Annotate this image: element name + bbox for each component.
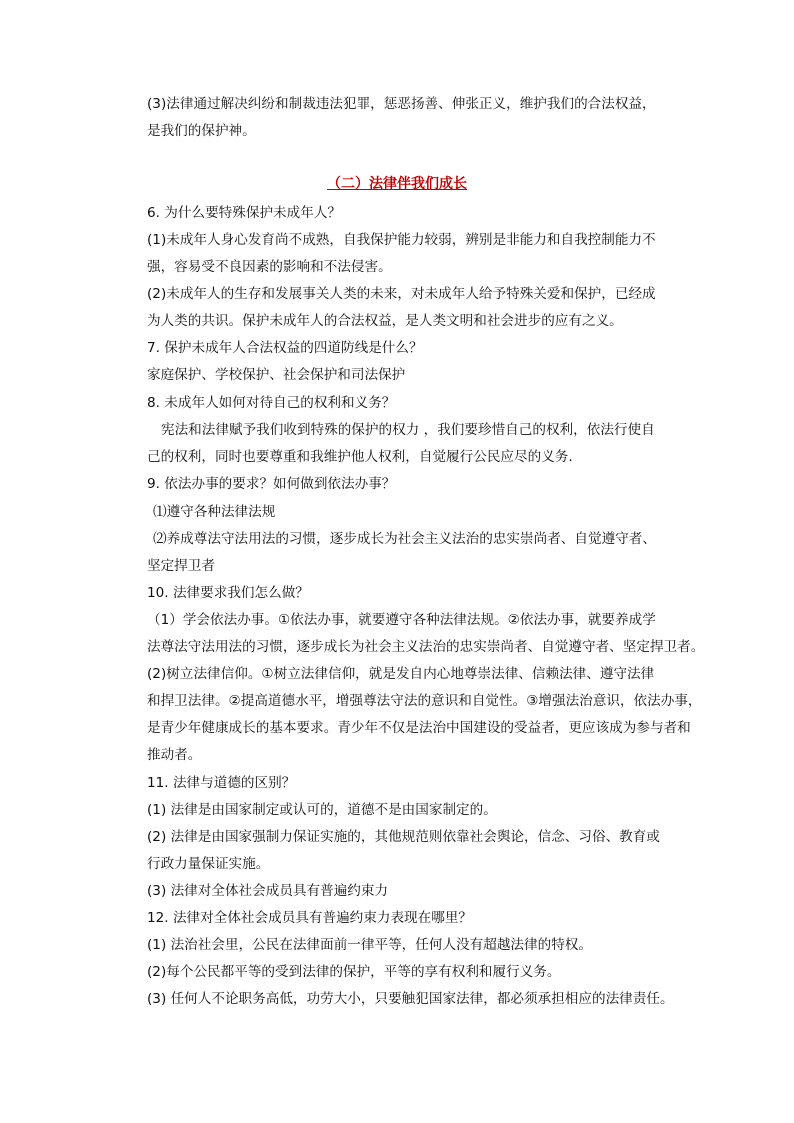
text-line: ⑴遵守各种法律法规 bbox=[153, 504, 276, 520]
text-line: (2)每个公民都平等的受到法律的保护，平等的享有权利和履行义务。 bbox=[147, 964, 561, 980]
text-line: 坚定捍卫者 bbox=[147, 558, 215, 574]
question-8: 8. 未成年人如何对待自己的权利和义务？ bbox=[147, 395, 396, 411]
text-line: 宪法和法律赋予我们收到特殊的保护的权力 ，我们要珍惜自己的权利，依法行使自 bbox=[161, 422, 655, 438]
text-line: （1）学会依法办事。①依法办事，就要遵守各种法律法规。②依法办事，就要养成学 bbox=[147, 612, 656, 628]
section-heading: （二）法律伴我们成长 bbox=[327, 176, 467, 192]
text-line: 强，容易受不良因素的影响和不法侵害。 bbox=[147, 259, 392, 275]
question-10: 10. 法律要求我们怎么做？ bbox=[147, 585, 309, 601]
text-line: 家庭保护、学校保护、社会保护和司法保护 bbox=[147, 367, 406, 383]
text-line: (1)未成年人身心发育尚不成熟，自我保护能力较弱，辨别是非能力和自我控制能力不 bbox=[147, 232, 656, 248]
text-line: 和捍卫法律。②提高道德水平，增强尊法守法的意识和自觉性。③增强法治意识，依法办事， bbox=[147, 693, 702, 709]
text-line: 己的权利，同时也要尊重和我维护他人权利，自觉履行公民应尽的义务. bbox=[147, 449, 573, 465]
text-line: 为人类的共识。保护未成年人的合法权益，是人类文明和社会进步的应有之义。 bbox=[147, 313, 623, 329]
question-6: 6. 为什么要特殊保护未成年人？ bbox=[147, 205, 342, 221]
text-line: (3) 法律对全体社会成员具有普遍约束力 bbox=[147, 883, 389, 899]
text-line: (2)树立法律信仰。①树立法律信仰，就是发自内心地尊崇法律、信赖法律、遵守法律 bbox=[147, 666, 655, 682]
text-line: (3) 任何人不论职务高低，功劳大小，只要触犯国家法律，都必须承担相应的法律责任。 bbox=[147, 991, 674, 1007]
text-line: ⑵养成尊法守法用法的习惯，逐步成长为社会主义法治的忠实崇尚者、自觉遵守者、 bbox=[153, 531, 656, 547]
question-12: 12. 法律对全体社会成员具有普遍约束力表现在哪里？ bbox=[147, 910, 473, 926]
text-line: 是青少年健康成长的基本要求。青少年不仅是法治中国建设的受益者，更应该成为参与者和 bbox=[147, 720, 691, 736]
question-9: 9. 依法办事的要求？如何做到依法办事？ bbox=[147, 476, 396, 492]
text-line: 行政力量保证实施。 bbox=[147, 856, 270, 872]
text-line: (2)未成年人的生存和发展事关人类的未来，对未成年人给予特殊关爱和保护，已经成 bbox=[147, 286, 656, 302]
text-line: 是我们的保护神。 bbox=[147, 123, 256, 139]
question-11: 11. 法律与道德的区别？ bbox=[147, 775, 296, 791]
text-line: (1) 法律是由国家制定或认可的，道德不是由国家制定的。 bbox=[147, 802, 497, 818]
text-line: (2) 法律是由国家强制力保证实施的，其他规范则依靠社会舆论，信念、习俗、教育或 bbox=[147, 829, 660, 845]
text-line: (1) 法治社会里，公民在法律面前一律平等，任何人没有超越法律的特权。 bbox=[147, 937, 592, 953]
text-line: 法尊法守法用法的习惯，逐步成长为社会主义法治的忠实崇尚者、自觉遵守者、坚定捍卫者。 bbox=[147, 639, 705, 655]
text-line: 推动者。 bbox=[147, 747, 202, 763]
text-line: (3)法律通过解决纠纷和制裁违法犯罪，惩恶扬善、伸张正义，维护我们的合法权益， bbox=[147, 96, 656, 112]
question-7: 7. 保护未成年人合法权益的四道防线是什么？ bbox=[147, 340, 423, 356]
